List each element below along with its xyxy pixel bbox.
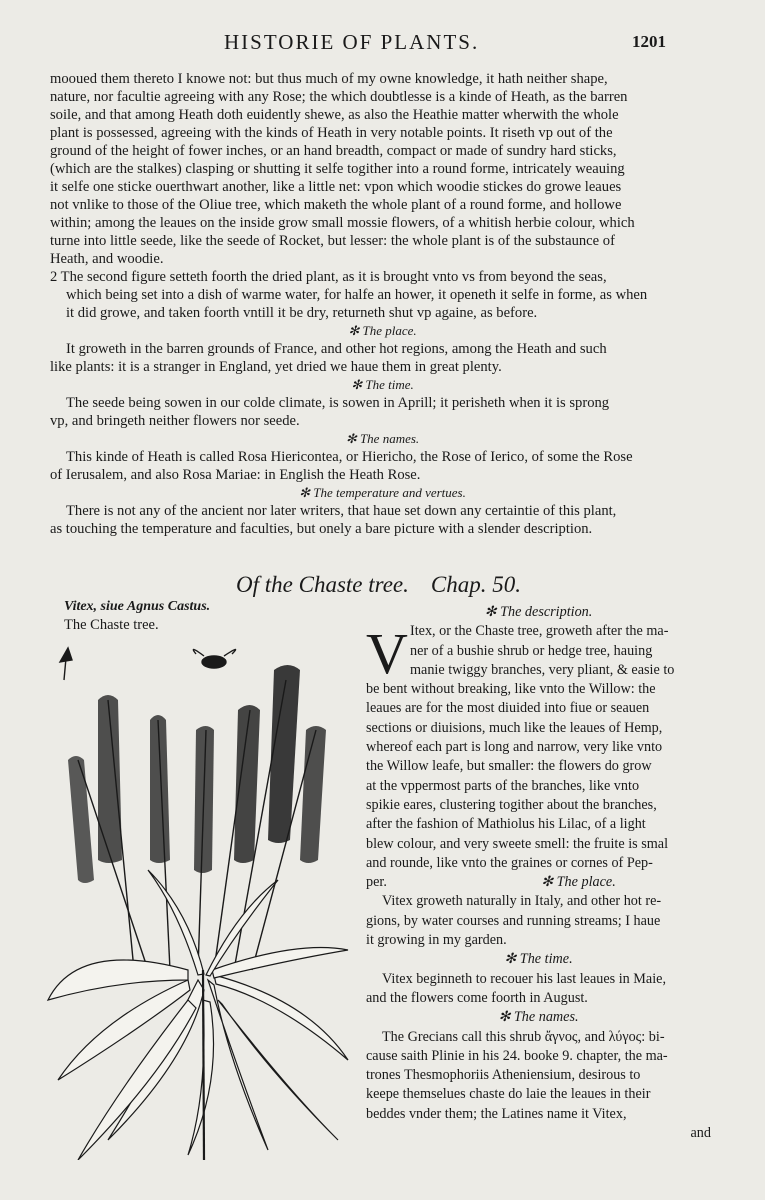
right-column: [366, 603, 711, 1143]
text-line: Heath, and woodie.: [50, 251, 164, 267]
text-line: ground of the height of fower inches, or an hand breadth, compact or made of sundry hard sticks,: [50, 143, 617, 159]
butterfly-icon: [60, 648, 72, 680]
text-line: spikie eares, clustering togither about the branches,: [366, 796, 657, 813]
text-line: as touching the temperature and faculties, but onely a bare picture with a slender description.: [50, 521, 593, 537]
text-line: at the vppermost parts of the branches, like vnto: [366, 777, 640, 794]
text-line: sections or diuisions, much like the leaues of Hemp,: [366, 719, 663, 736]
text-line: beddes vnder them; the Latines name it Vitex,: [366, 1105, 627, 1122]
text-line: Itex, or the Chaste tree, groweth after the ma-: [410, 623, 669, 640]
drop-capital: V: [366, 621, 408, 686]
text-line: and the flowers come foorth in August.: [366, 989, 588, 1006]
text-line: it selfe one sticke ouerthwart another, like a little net: vpon which woodie stickes do growe leaues: [50, 179, 622, 195]
names-heading: ✻ The names.: [498, 1009, 579, 1026]
text-line: nature, nor facultie agreeing with any Rose; the which doubtlesse is a kinde of Heath, as the barren: [50, 89, 628, 105]
text-line: cause saith Plinie in his 24. booke 9. chapter, the ma-: [366, 1047, 668, 1064]
chapter-number: Chap. 50.: [430, 572, 521, 597]
text-line: It groweth in the barren grounds of France, and other hot regions, among the Heath and such: [66, 341, 607, 357]
text-line: Vitex beginneth to recouer his last leaues in Maie,: [382, 970, 666, 987]
text-line: gions, by water courses and running streams; I haue: [366, 912, 661, 929]
place-heading: ✻ The place.: [348, 323, 417, 338]
text-line: like plants: it is a stranger in England, yet dried we haue them in great plenty.: [50, 359, 502, 375]
text-line: after the fashion of Mathiolus his Lilac, of a light: [366, 816, 646, 833]
chaste-tree-woodcut: [38, 640, 356, 1160]
text-line: blew colour, and very sweete smell: the fruite is smal: [366, 835, 669, 852]
text-line: There is not any of the ancient nor later writers, that haue set down any certaintie of this plant,: [66, 503, 617, 519]
text-line: keepe themselues chaste do laie the leaues in their: [366, 1086, 651, 1103]
text-line: within; among the leaues on the inside grow small mossie flowers, of a whitish herbie colour, which: [50, 215, 635, 231]
time-heading: ✻ The time.: [351, 377, 414, 392]
text-line: and rounde, like vnto the graines or cornes of Pep-: [366, 854, 653, 871]
names-heading: ✻ The names.: [345, 431, 420, 446]
text-line: Vitex groweth naturally in Italy, and other hot re-: [382, 893, 662, 910]
upper-text-block: [50, 70, 715, 538]
text-line: whereof each part is long and narrow, very like vnto: [366, 739, 663, 756]
chapter-heading: [236, 572, 543, 598]
text-line: mooued them thereto I knowe not: but thus much of my owne knowledge, it hath neither shape,: [50, 71, 608, 87]
text-line: (which are the stalkes) clasping or shutting it selfe togither into a round forme, intricately weauing: [50, 161, 625, 177]
text-line: turne into little seede, like the seede of Rocket, but lesser: the whole plant is of the substaunce of: [50, 233, 615, 249]
running-header: [0, 30, 765, 60]
bee-icon: [193, 649, 235, 668]
text-line: The seede being sowen in our colde climate, is sowen in Aprill; it perisheth when it is sprong: [66, 395, 610, 411]
text-line: not vnlike to those of the Oliue tree, which maketh the whole plant of a round forme, and hollowe: [50, 197, 622, 213]
text-line: This kinde of Heath is called Rosa Hiericontea, or Hiericho, the Rose of Ierico, of some the Rose: [66, 449, 633, 465]
text-line: trones Thesmophoriis Atheniensium, desirous to: [366, 1067, 641, 1084]
text-line: ner of a bushie shrub or hedge tree, hauing: [410, 642, 653, 659]
running-title: HISTORIE OF PLANTS.: [224, 30, 480, 54]
text-line: the Willow leafe, but smaller: the flowers do grow: [366, 758, 652, 775]
page-number: 1201: [632, 32, 666, 51]
english-caption: The Chaste tree.: [64, 617, 159, 633]
text-line: The Grecians call this shrub ἄγνος, and λύγος: bi-: [382, 1028, 665, 1045]
text-line: 2 The second figure setteth foorth the dried plant, as it is brought vnto vs from beyond the seas,: [50, 269, 607, 285]
text-line: of Ierusalem, and also Rosa Mariae: in English the Heath Rose.: [50, 467, 421, 483]
text-line: soile, and that among Heath doth euidently shewe, as also the Heathie matter wherwith the whole: [50, 107, 619, 123]
chapter-title: Of the Chaste tree.: [236, 572, 409, 597]
text-line: be bent without breaking, like vnto the Willow: the: [366, 681, 656, 698]
place-heading: ✻ The place.: [541, 874, 616, 891]
latin-caption: Vitex, siue Agnus Castus.: [64, 599, 211, 614]
text-line: manie twiggy branches, very pliant, & easie to: [410, 661, 675, 678]
text-line: vp, and bringeth neither flowers nor seede.: [50, 413, 300, 429]
text-line: which being set into a dish of warme water, for halfe an hower, it openeth it selfe in forme, as when: [66, 287, 648, 303]
catchword: and: [690, 1125, 711, 1142]
text-line: it did growe, and taken foorth vntill it be dry, returneth shut vp againe, as before.: [66, 305, 538, 321]
text-line: it growing in my garden.: [366, 932, 507, 949]
temperature-heading: ✻ The temperature and vertues.: [299, 485, 466, 500]
text-line: per.: [366, 874, 387, 891]
time-heading: ✻ The time.: [504, 951, 573, 968]
description-heading: ✻ The description.: [484, 604, 593, 620]
figure-caption: [64, 598, 210, 634]
text-line: leaues are for the most diuided into fiue or seauen: [366, 700, 650, 717]
text-line: plant is possessed, agreeing with the kinds of Heath in very notable points. It riseth vp out of the: [50, 125, 613, 141]
